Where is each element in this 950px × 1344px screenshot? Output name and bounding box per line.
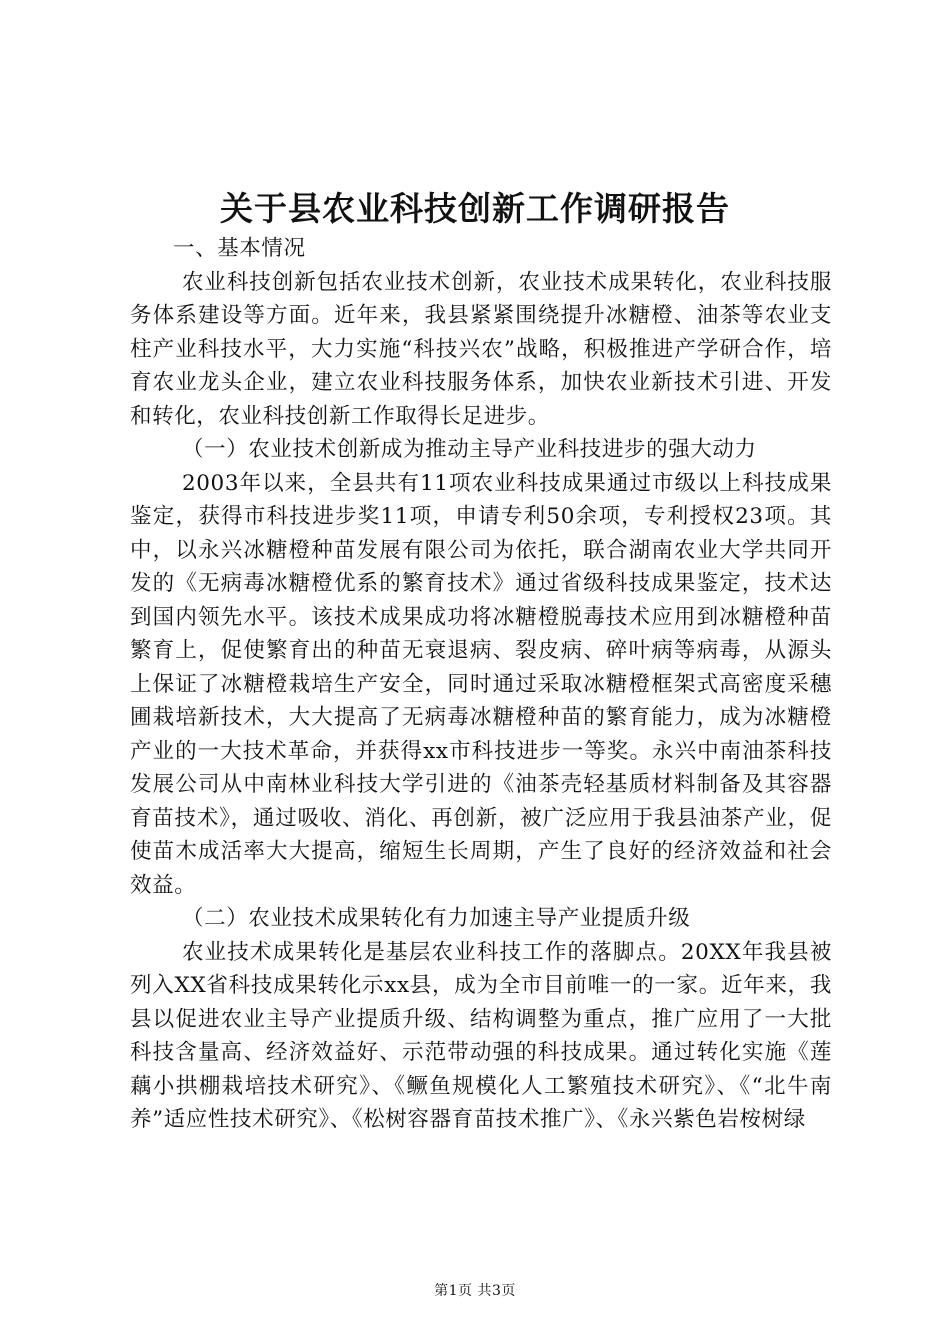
paragraph-1: 2003年以来，全县共有11项农业科技成果通过市级以上科技成果鉴定，获得市科技进步奖11项，申请专利50余项，专利授权23项。其中，以永兴冰糖橙种苗发展有限公司为依托，联合湖南农业大学共同开发的《无病毒冰糖橙优系的繁育技术》通过省级科技成果鉴定，技术达到国内领先水平。该技术成果成功将冰糖橙脱毒技术应用到冰糖橙种苗繁育上，促使繁育出的种苗无衰退病、裂皮病、碎叶病等病毒，从源头上保证了冰糖橙栽培生产安全，同时通过采取冰糖橙框架式高密度采穗圃栽培新技术，大大提高了无病毒冰糖橙种苗的繁育能力，成为冰糖橙产业的一大技术革命，并获得xx市科技进步一等奖。永兴中南油茶科技发展公司从中南林业科技大学引进的《油茶壳轻基质材料制备及其容器育苗技术》，通过吸收、消化、再创新，被广泛应用于我县油茶产业，促使苗木成活率大大提高，缩短生长周期，产生了良好的经济效益和社会效益。 [130,470,832,898]
document-title: 关于县农业科技创新工作调研报告 [220,189,730,228]
subheading-1: （一）农业技术创新成为推动主导产业科技进步的强大动力 [182,437,757,462]
subheading-2: （二）农业技术成果转化有力加速主导产业提质升级 [182,906,691,931]
page-footer: 第1页 共3页 [434,1283,516,1299]
paragraph-intro: 农业科技创新包括农业技术创新，农业技术成果转化，农业科技服务体系建设等方面。近年来，我县紧紧围绕提升冰糖橙、油茶等农业支柱产业科技水平，大力实施“科技兴农”战略，积极推进产学研合作，培育农业龙头企业，建立农业科技服务体系，加快农业新技术引进、开发和转化，农业科技创新工作取得长足进步。 [130,269,832,429]
section-heading: 一、基本情况 [173,236,306,261]
paragraph-2: 农业技术成果转化是基层农业科技工作的落脚点。20XX年我县被列入XX省科技成果转化示xx县，成为全市目前唯一的一家。近年来，我县以促进农业主导产业提质升级、结构调整为重点，推广应用了一大批科技含量高、经济效益好、示范带动强的科技成果。通过转化实施《莲藕小拱棚栽培技术研究》、《鳜鱼规模化人工繁殖技术研究》、《“北牛南养”适应性技术研究》、《松树容器育苗技术推广》、《永兴紫色岩桉树绿 [130,939,832,1132]
document-body [130,232,832,1137]
